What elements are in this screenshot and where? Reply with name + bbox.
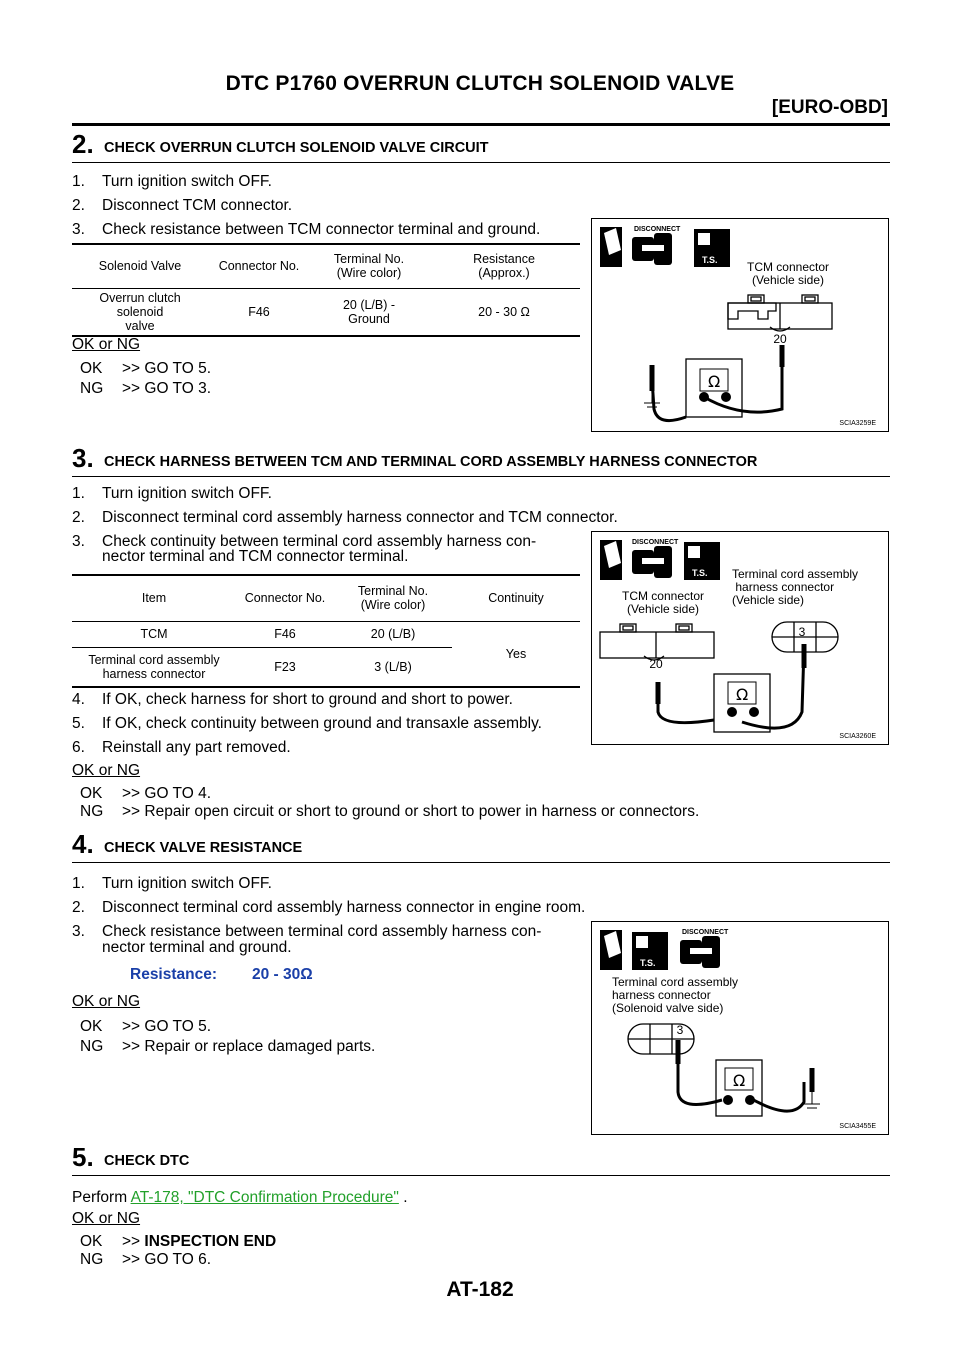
ng-result: NG >> Repair open circuit or short to ground or short to power in harness or connectors. [80,803,700,820]
ok-result: OK >> GO TO 5. [80,1018,212,1035]
continuity-table [72,574,580,688]
header-rule [72,123,890,126]
tcm-connector-icon [728,295,832,331]
section-4-heading [72,829,890,863]
ok-or-ng-label: OK or NG [72,762,141,779]
table-header: Connector No. [208,244,310,288]
section-title: CHECK OVERRUN CLUTCH SOLENOID VALVE CIRCUIT [104,140,489,156]
table-row: Terminal cord assembly harness connector F23 3 (L/B) [72,647,580,687]
svg-text:T.S.: T.S. [692,568,708,578]
svg-text:DISCONNECT: DISCONNECT [682,929,729,936]
figure-code: SCIA3455E [839,1123,876,1130]
table-header: Continuity [452,575,580,621]
figure-code: SCIA3260E [839,733,876,740]
section-title: CHECK DTC [104,1153,190,1169]
diagram-svg [592,532,888,744]
table-row: TCM F46 20 (L/B) Yes [72,621,580,647]
page-subtitle: [EURO-OBD] [771,97,888,118]
table-header: Terminal No. (Wire color) [310,244,428,288]
step-continuation: nector terminal and ground. [102,939,292,956]
step-continuation: nector terminal and TCM connector terminal. [102,548,409,565]
page-number: AT-182 [446,1278,514,1301]
table-header: Terminal No. (Wire color) [334,575,452,621]
section-number: 2. [72,129,94,159]
diagram-svg [592,922,888,1134]
step: 6. Reinstall any part removed. [72,739,291,756]
ok-or-ng-label: OK or NG [72,1210,141,1227]
svg-text:Ω: Ω [708,372,721,391]
step: 5. If OK, check continuity between ground and transaxle assembly. [72,715,542,732]
figure-code: SCIA3259E [839,420,876,427]
step: 1. Turn ignition switch OFF. [72,485,272,502]
disconnect-icon [600,930,622,970]
svg-text:T.S.: T.S. [702,255,718,265]
section-number: 3. [72,443,94,473]
svg-text:T.S.: T.S. [640,958,656,968]
step: 2. Disconnect terminal cord assembly harness connector in engine room. [72,899,586,916]
table-header: Item [72,575,236,621]
terminal-number: 20 [649,657,663,671]
ok-result: OK >> GO TO 5. [80,360,212,377]
table-row: Overrun clutch solenoid valve F46 20 (L/B) - Ground 20 - 30 Ω [72,288,580,336]
step: 1. Turn ignition switch OFF. [72,875,272,892]
ng-result: NG >> GO TO 6. [80,1251,212,1268]
tcm-connector-icon [600,624,714,660]
connector-label: TCM connector (Vehicle side) [746,260,830,287]
step: 2. Disconnect terminal cord assembly harness connector and TCM connector. [72,509,618,526]
ok-result: OK >> GO TO 4. [80,785,212,802]
section-5-heading [72,1142,890,1176]
step: 3. Check resistance between TCM connector terminal and ground. [72,221,541,238]
perform-line: Perform AT-178, "DTC Confirmation Procedure" . [72,1189,408,1206]
terminal-cord-label: Terminal cord assembly harness connector (Solenoid valve side) [612,975,739,1015]
section-3-heading [72,443,890,477]
terminal-number: 3 [676,1023,684,1037]
svg-text:DISCONNECT: DISCONNECT [632,539,679,546]
dtc-confirmation-link[interactable]: AT-178, "DTC Confirmation Procedure" [130,1189,399,1206]
section-2-heading [72,129,890,163]
section-number: 5. [72,1142,94,1172]
terminal-number: 20 [773,332,787,346]
step: 1. Turn ignition switch OFF. [72,173,272,190]
ok-or-ng-label: OK or NG [72,336,141,353]
terminal-cord-label: Terminal cord assembly harness connector (Vehicle side) [732,567,859,607]
step: 4. If OK, check harness for short to ground and short to power. [72,691,513,708]
diagram-svg [592,219,888,431]
ok-result: OK >> INSPECTION END [80,1233,277,1250]
table-header: Resistance (Approx.) [428,244,580,288]
section-title: CHECK VALVE RESISTANCE [104,840,303,856]
step: 3. Check resistance between terminal cord assembly harness con- [72,923,542,940]
ng-result: NG >> GO TO 3. [80,380,212,397]
terminal-number: 3 [798,625,806,639]
tcm-connector-label: TCM connector (Vehicle side) [621,589,705,616]
section-title: CHECK HARNESS BETWEEN TCM AND TERMINAL CORD ASSEMBLY HARNESS CONNECTOR [104,454,758,470]
resistance-table [72,243,580,337]
figure-tcm-connector-resistance [591,218,889,432]
step: 3. Check continuity between terminal cord assembly harness con- [72,533,537,550]
disconnect-icon [600,227,672,267]
step: 2. Disconnect TCM connector. [72,197,293,214]
page-title: DTC P1760 OVERRUN CLUTCH SOLENOID VALVE [225,72,735,95]
figure-harness-continuity [591,531,889,745]
ohmmeter-icon [716,1060,762,1116]
disconnect-icon [600,540,672,580]
ng-result: NG >> Repair or replace damaged parts. [80,1038,376,1055]
resistance-spec: Resistance: 20 - 30Ω [130,966,313,983]
figure-valve-resistance [591,921,889,1135]
ok-or-ng-label: OK or NG [72,993,141,1010]
svg-text:DISCONNECT: DISCONNECT [634,226,681,233]
section-number: 4. [72,829,94,859]
table-header: Connector No. [236,575,334,621]
svg-text:Ω: Ω [733,1071,746,1090]
table-header: Solenoid Valve [72,244,208,288]
svg-text:Ω: Ω [736,685,749,704]
disconnect-icon [680,936,720,968]
